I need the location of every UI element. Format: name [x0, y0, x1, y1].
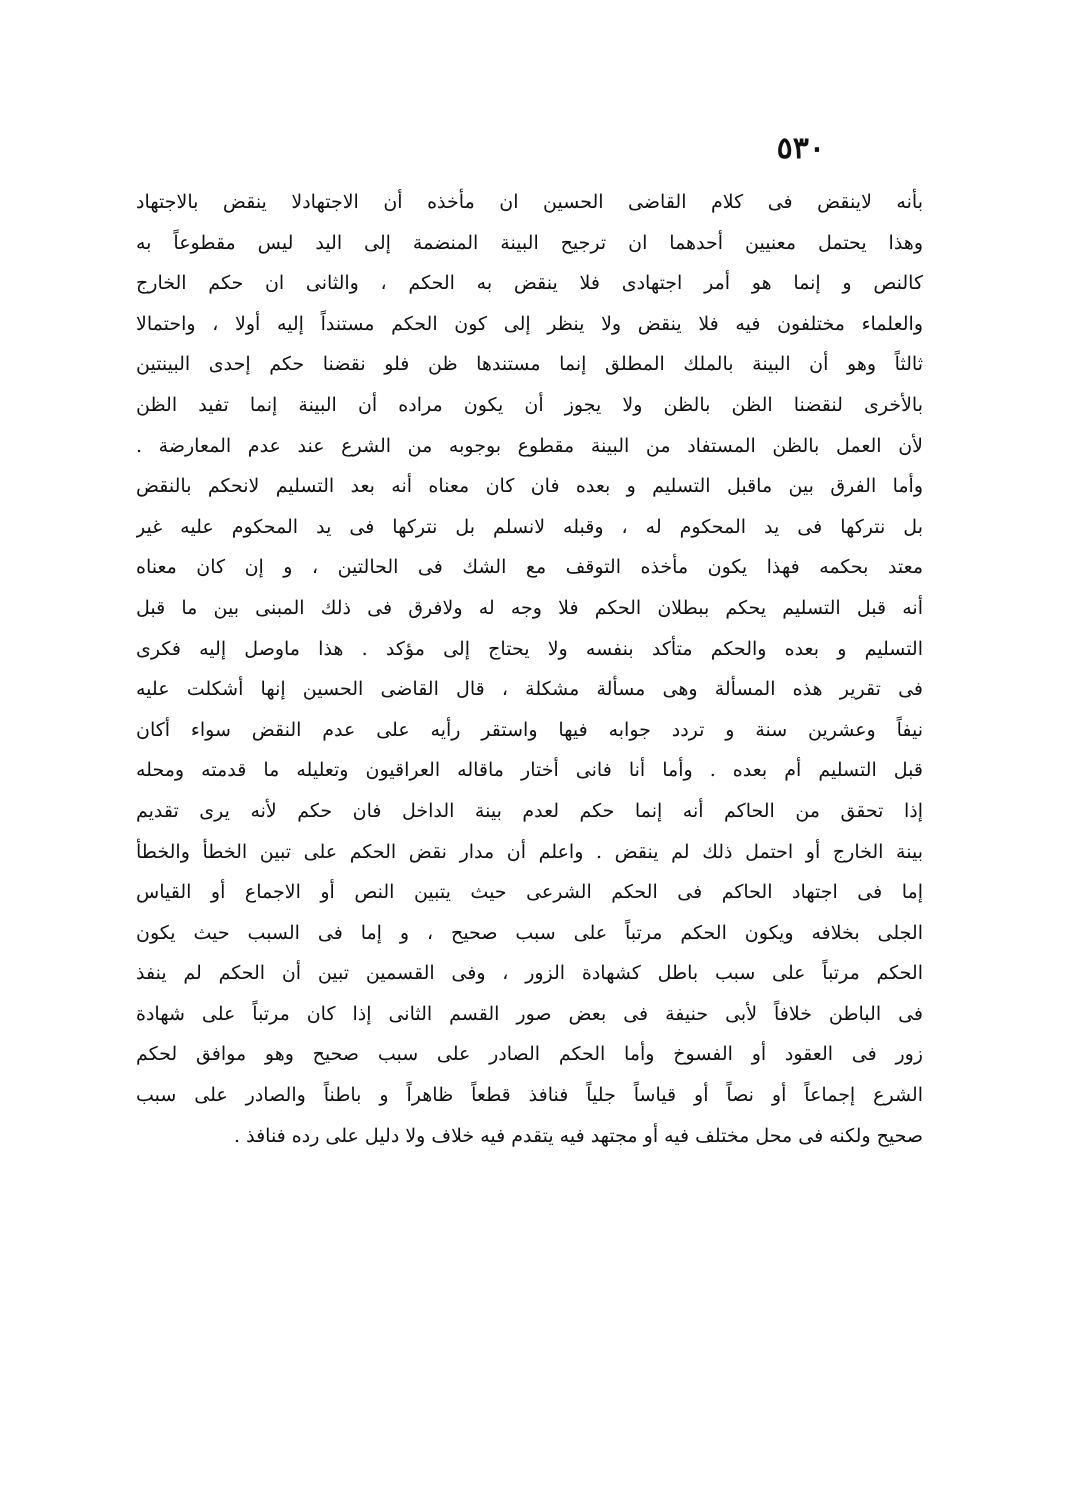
text-line: نيفاً وعشرين سنة و تردد جوابه فيها واستقر رأيه على عدم النقض سواء أكان	[136, 718, 923, 741]
text-line: وأما الفرق بين ماقبل التسليم و بعده فان كان معناه أنه بعد التسليم لانحكم بالنقض	[136, 475, 923, 498]
text-line: بأنه لاينقض فى كلام القاضى الحسين ان مأخذه أن الاجتهادلا ينقض بالاجتهاد	[136, 191, 923, 213]
text-line: وهذا يحتمل معنيين أحدهما ان ترجيح البينة المنضمة إلى اليد ليس مقطوعاً به	[136, 231, 923, 254]
text-line: والعلماء مختلفون فيه فلا ينقض ولا ينظر إلى كون الحكم مستنداً إليه أولا ، واحتمالا	[136, 312, 923, 335]
text-line: زور فى العقود أو الفسوخ وأما الحكم الصادر على سبب صحيح وهو موافق لحكم	[136, 1043, 923, 1066]
text-line: فى تقرير هذه المسألة وهى مسألة مشكلة ، قال القاضى الحسين إنها أشكلت عليه	[136, 678, 923, 701]
page-number: ٥٣٠	[776, 131, 825, 166]
text-line: الجلى بخلافه ويكون الحكم مرتباً على سبب صحيح ، و إما فى السبب حيث يكون	[136, 921, 923, 944]
text-line: بالأخرى لنقضنا الظن بالظن ولا يجوز أن يكون مراده أن البينة إنما تفيد الظن	[136, 393, 923, 416]
text-line: قبل التسليم أم بعده . وأما أنا فانى أختار ماقاله العراقيون وتعليله ما قدمته ومحله	[136, 759, 923, 782]
text-line: أنه قبل التسليم يحكم ببطلان الحكم فلا وجه له ولافرق فى ذلك المبنى بين ما قبل	[136, 596, 923, 619]
text-line: التسليم و بعده والحكم متأكد بنفسه ولا يحتاج إلى مؤكد . هذا ماوصل إليه فكرى	[136, 637, 923, 660]
text-line: بينة الخارج أو احتمل ذلك لم ينقض . واعلم أن مدار نقض الحكم على تبين الخطأ والخطأ	[136, 840, 923, 863]
text-line: فى الباطن خلافاً لأبى حنيفة فى بعض صور القسم الثانى إذا كان مرتباً على شهادة	[136, 1002, 923, 1025]
text-line: الحكم مرتباً على سبب باطل كشهادة الزور ، وفى القسمين تبين أن الحكم لم ينفذ	[136, 962, 923, 985]
text-line: لأن العمل بالظن المستفاد من البينة مقطوع بوجوبه من الشرع عند عدم المعارضة .	[136, 434, 923, 457]
text-line: الشرع إجماعاً أو نصاً أو قياساً جلياً فنافذ قطعاً ظاهراً و باطناً والصادر على سبب	[136, 1084, 923, 1107]
text-line: إذا تحقق من الحاكم أنه إنما حكم لعدم بينة الداخل فان حكم لأنه يرى تقديم	[136, 799, 923, 822]
text-line: إما فى اجتهاد الحاكم فى الحكم الشرعى حيث يتبين النص أو الاجماع أو القياس	[136, 881, 923, 904]
text-line: معتد بحكمه فهذا يكون مأخذه التوقف مع الشك فى الحالتين ، و إن كان معناه	[136, 556, 923, 579]
text-line: كالنص و إنما هو أمر اجتهادى فلا ينقض به الحكم ، والثانى ان حكم الخارج	[136, 272, 923, 295]
text-line: بل نتركها فى يد المحكوم له ، وقبله لانسلم بل نتركها فى يد المحكوم عليه غير	[136, 515, 923, 538]
body-text	[136, 182, 923, 1156]
text-line: ثالثاً وهو أن البينة بالملك المطلق إنما مستندها ظن فلو نقضنا حكم إحدى البينتين	[136, 353, 923, 376]
text-line: صحيح ولكنه فى محل مختلف فيه أو مجتهد فيه يتقدم فيه خلاف ولا دليل على رده فنافذ .	[234, 1124, 923, 1147]
